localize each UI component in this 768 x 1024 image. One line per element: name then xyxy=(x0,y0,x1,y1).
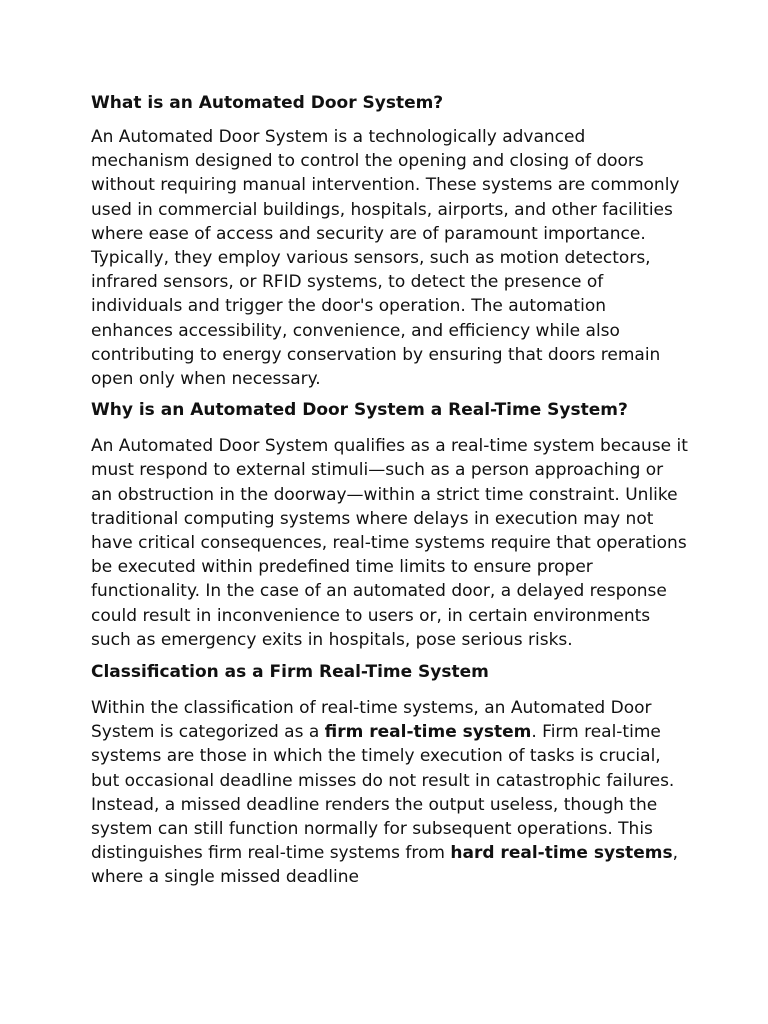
paragraph-text: An Automated Door System is a technologically advanced mechanism designed to control the opening and closing of doors without requiring manual intervention. These systems are commonly used in commercial buildings, hospitals, airports, and other facilities where ease of access and security are of paramount importance. Typically, they employ various sensors, such as motion detectors, infrared sensors, or RFID systems, to detect the presence of individuals and trigger the door's operation. The automation enhances accessibility, convenience, and efficiency while also contributing to energy conservation by ensuring that doors remain open only when necessary. xyxy=(91,127,680,390)
section-paragraph-what-is xyxy=(91,125,688,391)
paragraph-text: Within the classification of real-time systems, an Automated Door System is categorized as a xyxy=(91,698,652,743)
section-paragraph-firm-classification xyxy=(91,696,688,890)
section-heading-what-is: What is an Automated Door System? xyxy=(91,93,444,113)
section-heading-why-real-time: Why is an Automated Door System a Real-Time System? xyxy=(91,400,628,421)
bold-term-hard-real-time-systems: hard real-time systems xyxy=(450,843,673,864)
paragraph-text: An Automated Door System qualifies as a real-time system because it must respond to external stimuli—such as a person approaching or an obstruction in the doorway—within a strict time constraint. Unlike traditional computing systems where delays in execution may not have critical consequences, real-time systems require that operations be executed within predefined time limits to ensure proper functionality. In the case of an automated door, a delayed response could result in inconvenience to users or, in certain environments such as emergency exits in hospitals, pose serious risks. xyxy=(91,436,688,650)
paragraph-text: . Firm real-time systems are those in which the timely execution of tasks is crucial, but occasional deadline misses do not result in catastrophic failures. Instead, a missed deadline renders the output useless, though the system can still function normally for subsequent operations. This distinguishes firm real-time systems from xyxy=(91,722,675,864)
section-heading-firm-classification: Classification as a Firm Real-Time System xyxy=(91,662,489,683)
paragraph-text: , where a single missed deadline xyxy=(91,843,679,888)
section-paragraph-why-real-time xyxy=(91,434,688,652)
bold-term-firm-real-time-system: firm real-time system xyxy=(324,722,532,743)
